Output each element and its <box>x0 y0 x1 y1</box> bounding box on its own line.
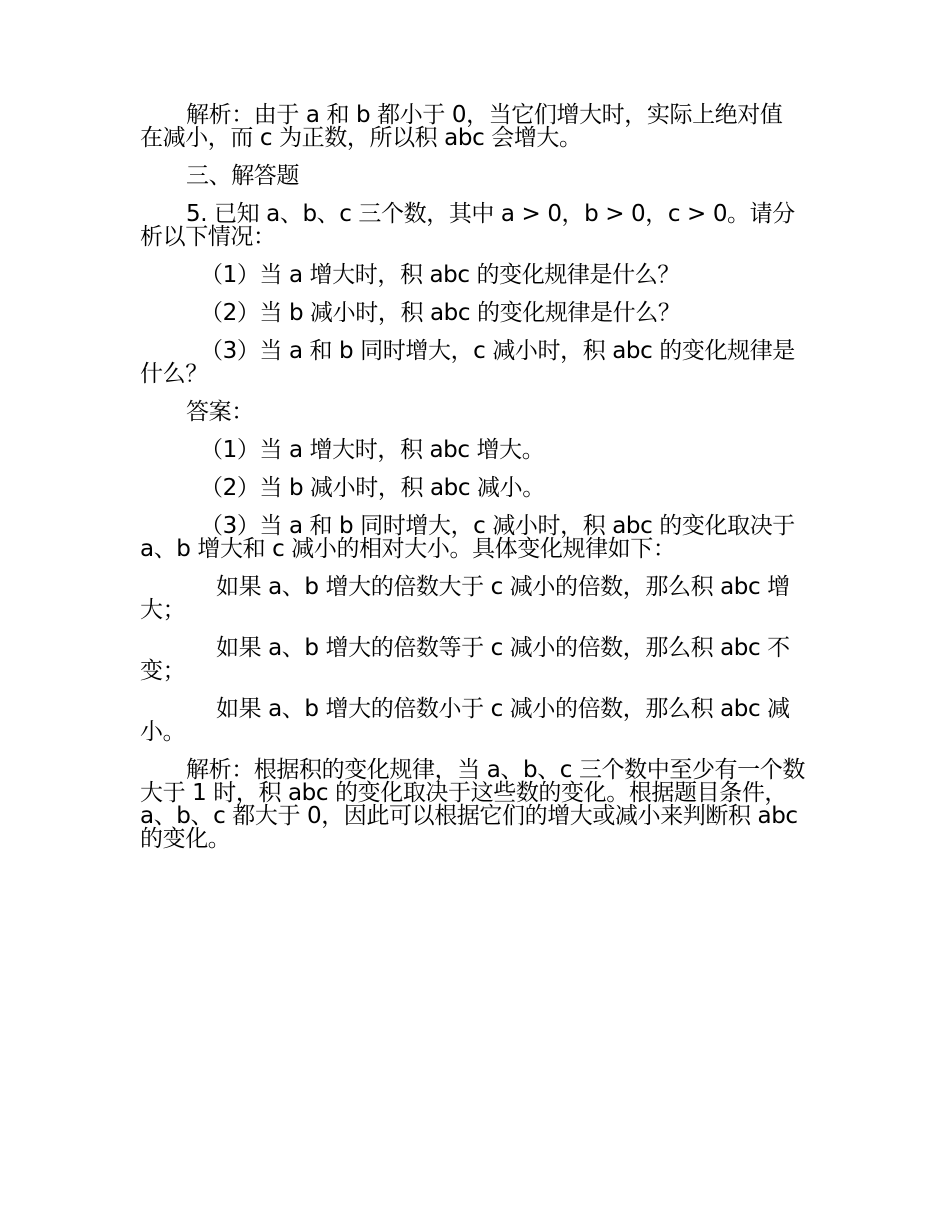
question-5-part-3: （3）当 a 和 b 同时增大，c 减小时，积 abc 的变化规律是什么？ <box>140 338 795 387</box>
document-body <box>140 104 805 866</box>
answer-part-3: （3）当 a 和 b 同时增大，c 减小时，积 abc 的变化取决于 a、b 增大和 c 减小的相对大小。具体变化规律如下： <box>140 513 795 562</box>
answer-case-increase: 如果 a、b 增大的倍数大于 c 减小的倍数，那么积 abc 增大； <box>140 574 790 623</box>
analysis-paragraph-2: 解析：根据积的变化规律，当 a、b、c 三个数中至少有一个数大于 1 时，积 abc 的变化取决于这些数的变化。根据题目条件，a、b、c 都大于 0，因此可以根据它们的增大或减小来判断积 abc 的变化。 <box>140 757 805 852</box>
answer-case-unchanged: 如果 a、b 增大的倍数等于 c 减小的倍数，那么积 abc 不变； <box>140 635 790 684</box>
question-5-part-2: （2）当 b 减小时，积 abc 的变化规律是什么？ <box>200 300 681 326</box>
answer-case-decrease: 如果 a、b 增大的倍数小于 c 减小的倍数，那么积 abc 减小。 <box>140 696 790 745</box>
section-heading-answer-questions: 三、解答题 <box>186 163 300 189</box>
analysis-paragraph-1: 解析：由于 a 和 b 都小于 0，当它们增大时，实际上绝对值在减小，而 c 为正数，所以积 abc 会增大。 <box>140 102 783 151</box>
question-5-stem: 5. 已知 a、b、c 三个数，其中 a > 0，b > 0，c > 0。请分析以下情况： <box>140 201 795 250</box>
answer-label: 答案： <box>186 399 254 425</box>
answer-part-1: （1）当 a 增大时，积 abc 增大。 <box>200 437 545 463</box>
question-5-part-1: （1）当 a 增大时，积 abc 的变化规律是什么？ <box>200 262 680 288</box>
answer-part-2: （2）当 b 减小时，积 abc 减小。 <box>200 475 545 501</box>
